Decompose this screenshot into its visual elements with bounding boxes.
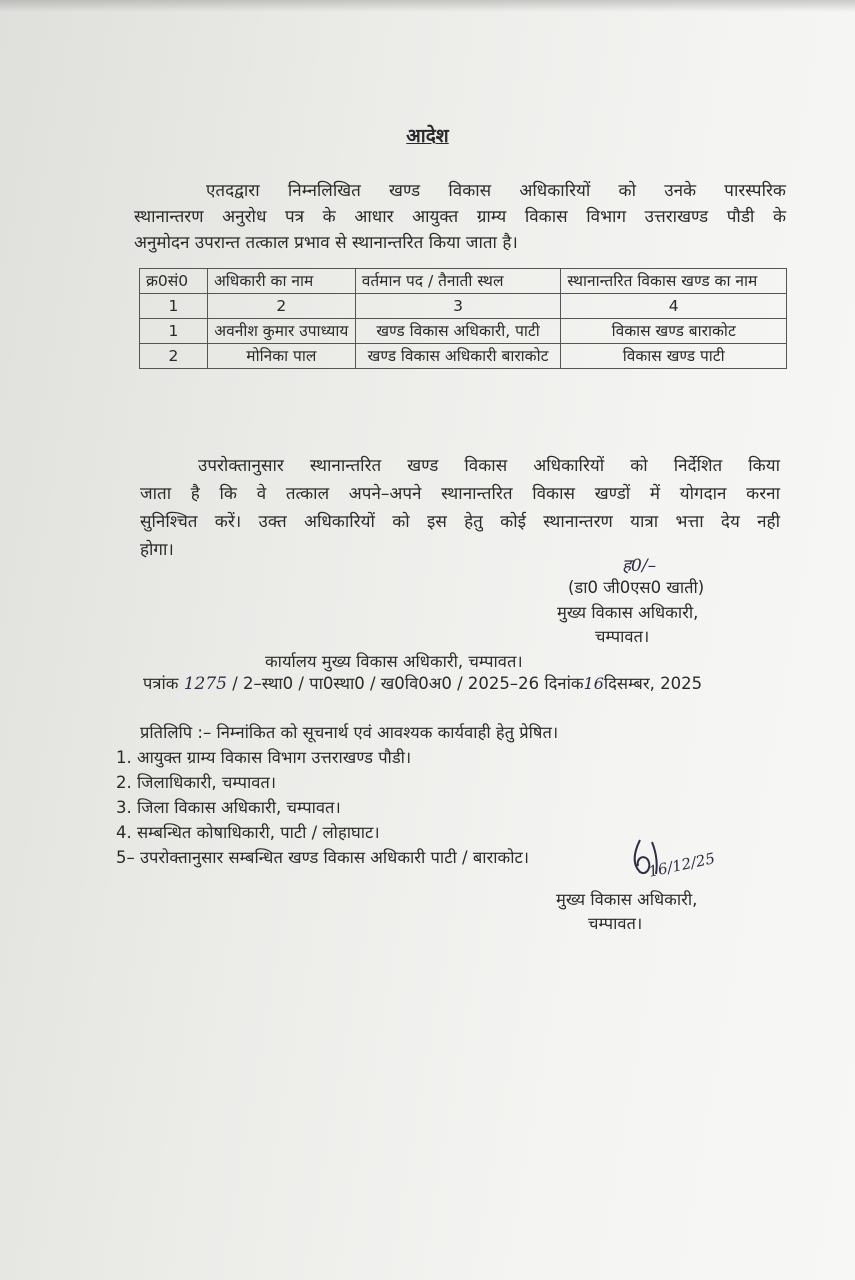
column-number: 4 <box>561 294 787 319</box>
handwritten-day: 16 <box>583 674 604 693</box>
reference-line <box>143 673 702 695</box>
table-row <box>140 344 787 369</box>
header-current-post: वर्तमान पद / तैनाती स्थल <box>355 269 561 294</box>
header-serial: क्र0सं0 <box>140 269 208 294</box>
handwritten-initial-date: 16/12/25 <box>646 849 717 881</box>
row-officer-name: अवनीश कुमार उपाध्याय <box>207 319 355 344</box>
table-row <box>140 319 787 344</box>
column-number: 2 <box>207 294 355 319</box>
header-transferred-block: स्थानान्तरित विकास खण्ड का नाम <box>561 269 787 294</box>
directive-line: सुनिश्चित करें। उक्त अधिकारियों को इस हेतु कोई स्थानान्तरण यात्रा भत्ता देय नही <box>140 512 780 532</box>
office-name: कार्यालय मुख्य विकास अधिकारी, चम्पावत। <box>265 652 523 671</box>
reference-prefix: पत्रांक <box>143 674 179 693</box>
row-serial: 1 <box>140 319 208 344</box>
table-number-row <box>140 294 787 319</box>
row-current-post: खण्ड विकास अधिकारी बाराकोट <box>355 344 561 369</box>
copy-distribution <box>116 720 558 870</box>
list-item: 4. सम्बन्धित कोषाधिकारी, पाटी / लोहाघाट। <box>116 823 380 842</box>
row-serial: 2 <box>140 344 208 369</box>
signatory-place: चम्पावत। <box>595 627 650 646</box>
row-officer-name: मोनिका पाल <box>207 344 355 369</box>
list-item: 1. आयुक्त ग्राम्य विकास विभाग उत्तराखण्ड पौडी। <box>116 748 412 767</box>
row-transferred-block: विकास खण्ड पाटी <box>561 344 787 369</box>
list-item: 3. जिला विकास अधिकारी, चम्पावत। <box>116 798 341 817</box>
intro-line: एतदद्वारा निम्नलिखित खण्ड विकास अधिकारियों को उनके पारस्परिक <box>206 181 786 201</box>
intro-line: अनुमोदन उपरान्त तत्काल प्रभाव से स्थानान्तरित किया जाता है। <box>134 233 518 253</box>
list-item: 2. जिलाधिकारी, चम्पावत। <box>116 773 277 792</box>
column-number: 1 <box>140 294 208 319</box>
handwritten-letter-number: 1275 <box>183 674 227 694</box>
copy-heading: प्रतिलिपि :– निम्नांकित को सूचनार्थ एवं आवश्यक कार्यवाही हेतु प्रेषित। <box>140 723 559 742</box>
directive-paragraph <box>140 452 780 564</box>
intro-line: स्थानान्तरण अनुरोध पत्र के आधार आयुक्त ग्राम्य विकास विभाग उत्तराखण्ड पौडी के <box>134 207 786 227</box>
order-title: आदेश <box>406 125 449 147</box>
transfer-table <box>139 268 787 369</box>
intro-paragraph <box>134 178 786 256</box>
reference-code: / 2–स्था0 / पा0स्था0 / ख0वि0अ0 / 2025–26 दिनांक <box>232 674 584 693</box>
signed-mark: ह0/– <box>622 556 657 576</box>
page-edge-shadow <box>0 0 855 12</box>
directive-line: उपरोक्तानुसार स्थानान्तरित खण्ड विकास अधिकारियों को निर्देशित किया <box>198 456 780 476</box>
table-header-row <box>140 269 787 294</box>
directive-line: होगा। <box>140 540 174 560</box>
signatory-designation: मुख्य विकास अधिकारी, <box>557 603 699 622</box>
row-transferred-block: विकास खण्ड बाराकोट <box>561 319 787 344</box>
footer-signatory-place: चम्पावत। <box>588 914 643 933</box>
column-number: 3 <box>355 294 561 319</box>
signatory-name: (डा0 जी0एस0 खाती) <box>568 578 705 597</box>
row-current-post: खण्ड विकास अधिकारी, पाटी <box>355 319 561 344</box>
directive-line: जाता है कि वे तत्काल अपने–अपने स्थानान्तरित विकास खण्डों में योगदान करना <box>140 484 780 504</box>
footer-signatory-designation: मुख्य विकास अधिकारी, <box>556 890 698 909</box>
list-item: 5– उपरोक्तानुसार सम्बन्धित खण्ड विकास अधिकारी पाटी / बाराकोट। <box>116 848 530 867</box>
reference-date: दिसम्बर, 2025 <box>603 674 703 693</box>
header-officer-name: अधिकारी का नाम <box>207 269 355 294</box>
